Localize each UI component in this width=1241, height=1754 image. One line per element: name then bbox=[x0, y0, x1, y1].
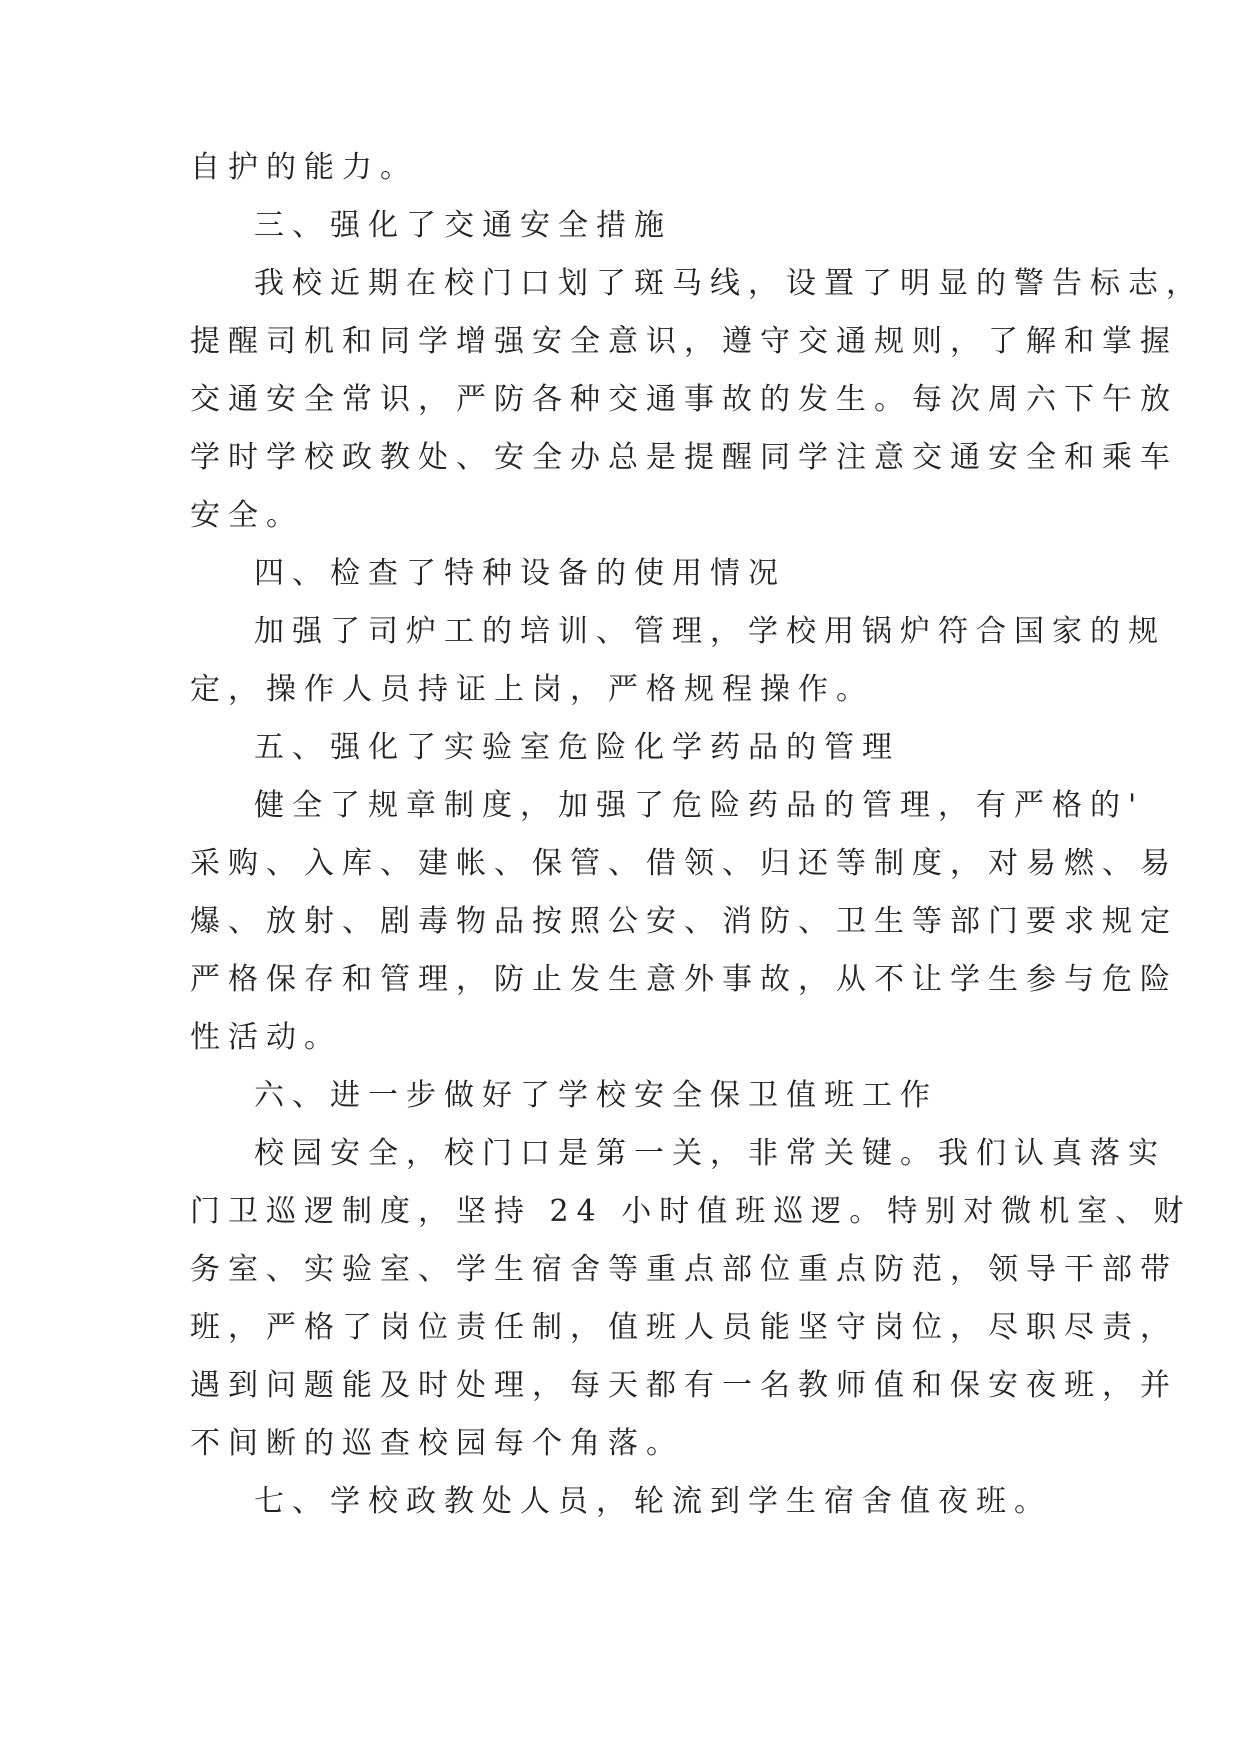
section-heading: 七、学校政教处人员，轮流到学生宿舍值夜班。 bbox=[254, 1484, 1052, 1519]
paragraph-line: 交通安全常识，严防各种交通事故的发生。每次周六下午放 bbox=[190, 382, 1178, 417]
paragraph-line: 学时学校政教处、安全办总是提醒同学注意交通安全和乘车 bbox=[190, 440, 1178, 475]
section-heading: 四、检查了特种设备的使用情况 bbox=[254, 556, 786, 591]
paragraph-line: 自护的能力。 bbox=[190, 150, 418, 185]
paragraph-line: 健全了规章制度，加强了危险药品的管理，有严格的' bbox=[254, 788, 1145, 823]
paragraph-line: 性活动。 bbox=[190, 1020, 342, 1055]
paragraph-line: 提醒司机和同学增强安全意识，遵守交通规则，了解和掌握 bbox=[190, 324, 1178, 359]
paragraph-line: 我校近期在校门口划了斑马线，设置了明显的警告标志， bbox=[254, 266, 1204, 301]
paragraph-line: 务室、实验室、学生宿舍等重点部位重点防范，领导干部带 bbox=[190, 1252, 1178, 1287]
paragraph-line: 班，严格了岗位责任制，值班人员能坚守岗位，尽职尽责， bbox=[190, 1310, 1178, 1345]
paragraph-line: 不间断的巡查校园每个角落。 bbox=[190, 1426, 684, 1461]
paragraph-line: 加强了司炉工的培训、管理，学校用锅炉符合国家的规 bbox=[254, 614, 1166, 649]
section-heading: 五、强化了实验室危险化学药品的管理 bbox=[254, 730, 900, 765]
paragraph-line: 爆、放射、剧毒物品按照公安、消防、卫生等部门要求规定 bbox=[190, 904, 1178, 939]
paragraph-line: 遇到问题能及时处理，每天都有一名教师值和保安夜班，并 bbox=[190, 1368, 1178, 1403]
section-heading: 六、进一步做好了学校安全保卫值班工作 bbox=[254, 1078, 938, 1113]
paragraph-line: 严格保存和管理，防止发生意外事故，从不让学生参与危险 bbox=[190, 962, 1178, 997]
section-heading: 三、强化了交通安全措施 bbox=[254, 208, 672, 243]
paragraph-line: 安全。 bbox=[190, 498, 304, 533]
paragraph-line: 定，操作人员持证上岗，严格规程操作。 bbox=[190, 672, 874, 707]
paragraph-line: 门卫巡逻制度，坚持 24 小时值班巡逻。特别对微机室、财 bbox=[190, 1194, 1192, 1229]
paragraph-line: 采购、入库、建帐、保管、借领、归还等制度，对易燃、易 bbox=[190, 846, 1178, 881]
paragraph-line: 校园安全，校门口是第一关，非常关键。我们认真落实 bbox=[254, 1136, 1166, 1171]
